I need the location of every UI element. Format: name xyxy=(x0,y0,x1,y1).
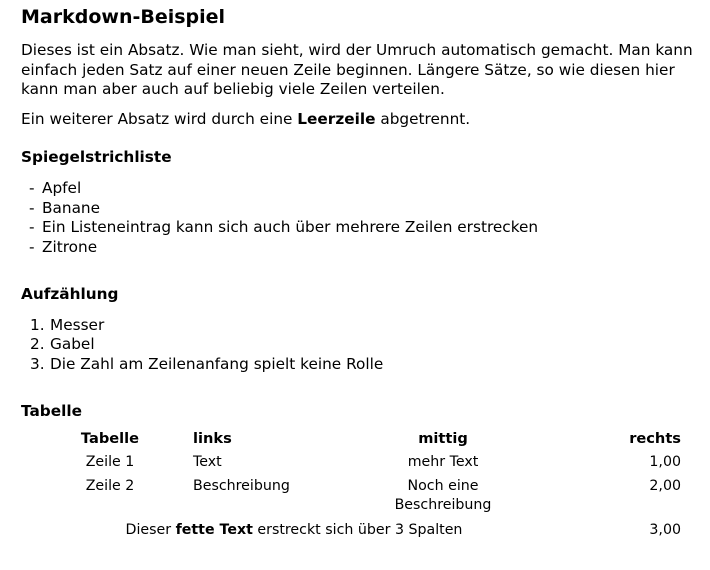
table-heading: Tabelle xyxy=(21,401,82,420)
span-text-before: Dieser xyxy=(125,521,176,538)
dash-marker: - xyxy=(29,218,35,237)
numbered-list-heading: Aufzählung xyxy=(21,284,119,303)
list-item-label: Gabel xyxy=(50,335,95,354)
table-cell: 2,00 xyxy=(649,477,681,494)
dash-marker: - xyxy=(29,237,35,256)
bullet-list-heading: Spiegelstrichliste xyxy=(21,147,172,166)
list-item xyxy=(21,355,694,375)
column-header: rechts xyxy=(629,429,681,447)
list-item-label: Zitrone xyxy=(42,237,98,256)
table-cell: 3,00 xyxy=(649,521,681,538)
list-item-label: Messer xyxy=(50,315,105,334)
data-table xyxy=(21,429,694,554)
numbered-list xyxy=(21,316,694,375)
list-number: 3. xyxy=(30,355,45,374)
paragraph-2-text-after: abgetrennt. xyxy=(375,110,471,129)
paragraph-2-text-before: Ein weiterer Absatz wird durch eine xyxy=(21,110,298,129)
table-cell: Text xyxy=(193,453,222,470)
dash-marker: - xyxy=(29,178,35,197)
list-item xyxy=(21,179,694,199)
list-item-label: Ein Listeneintrag kann sich auch über mehrere Zeilen erstrecken xyxy=(42,218,539,237)
list-item xyxy=(21,218,694,238)
list-item-label: Die Zahl am Zeilenanfang spielt keine Rolle xyxy=(50,355,384,374)
column-header: Tabelle xyxy=(80,429,140,447)
column-header: links xyxy=(193,429,232,447)
span-text-after: erstreckt sich über 3 Spalten xyxy=(252,521,463,538)
span-bold-text: fette Text xyxy=(175,521,253,538)
table-cell: Noch eine xyxy=(407,477,479,494)
table-cell: Zeile 2 xyxy=(85,477,135,494)
page-title: Markdown-Beispiel xyxy=(21,6,226,28)
list-item xyxy=(21,316,694,336)
table-cell: Beschreibung xyxy=(193,477,290,494)
table-cell: mehr Text xyxy=(407,453,479,470)
paragraph-2 xyxy=(21,110,694,130)
list-item-label: Apfel xyxy=(42,178,82,197)
table-cell-continuation: Beschreibung xyxy=(394,496,492,513)
list-item-label: Banane xyxy=(42,198,101,217)
list-number: 2. xyxy=(30,335,45,354)
list-item xyxy=(21,335,694,355)
table-cell: Zeile 1 xyxy=(85,453,135,470)
table-cell: 1,00 xyxy=(649,453,681,470)
list-item xyxy=(21,238,694,258)
dash-marker: - xyxy=(29,198,35,217)
column-header: mittig xyxy=(418,429,468,447)
paragraph-1: Dieses ist ein Absatz. Wie man sieht, wird der Umruch automatisch gemacht. Man kann einfach jeden Satz auf einer neuen Zeile beginnen. Längere Sätze, so wie diesen hier kann man aber auch auf beliebig viele Zeilen verteilen. xyxy=(21,41,693,99)
list-item xyxy=(21,199,694,219)
list-number: 1. xyxy=(30,315,45,334)
table-spanning-cell xyxy=(75,521,513,540)
bullet-list xyxy=(21,179,694,258)
paragraph-2-bold-word: Leerzeile xyxy=(297,110,376,129)
